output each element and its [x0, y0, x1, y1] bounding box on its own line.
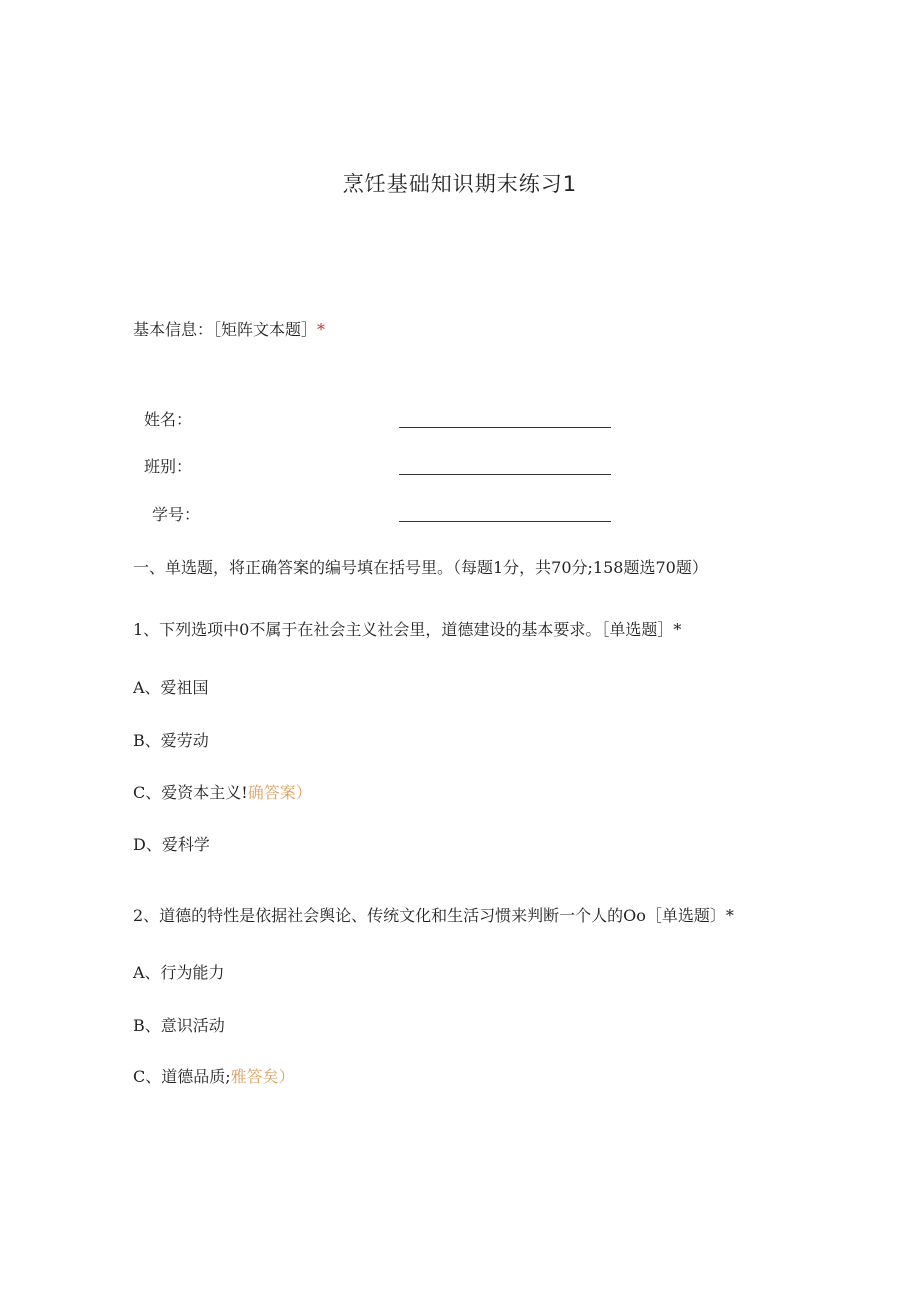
option-text: B、意识活动: [133, 1016, 225, 1035]
student-id-field-label: 学号：: [152, 505, 201, 524]
student-id-field-blank[interactable]: [399, 521, 611, 522]
option-text: C、爱资本主义!: [133, 783, 248, 802]
name-field-label: 姓名：: [144, 410, 193, 429]
class-field-label: 班别：: [144, 457, 193, 476]
option-text: D、爱科学: [133, 835, 210, 854]
question-2-prompt: 2、道德的特性是依据社会舆论、传统文化和生活习惯来判断一个人的Oo［单选题〕*: [133, 906, 734, 925]
required-star: *: [317, 320, 326, 339]
basic-info-heading: [133, 320, 325, 340]
question-2-option-c[interactable]: [133, 1067, 295, 1087]
question-1-prompt: 1、下列选项中0不属于在社会主义社会里，道德建设的基本要求。［单选题］*: [133, 620, 682, 639]
question-1-option-d[interactable]: [133, 835, 210, 855]
basic-info-label: 基本信息：［矩阵文本题］: [133, 320, 318, 339]
option-text: B、爱劳动: [133, 731, 209, 750]
name-field-blank[interactable]: [399, 427, 611, 428]
correct-answer-tag: 确答案）: [247, 783, 312, 802]
option-text: A、行为能力: [133, 963, 225, 982]
question-2-option-a[interactable]: [133, 963, 225, 983]
option-text: C、道德品质;: [133, 1067, 231, 1086]
question-1-option-c[interactable]: [133, 783, 312, 803]
section-heading: 一、单选题，将正确答案的编号填在括号里。（每题1分，共70分;158题选70题）: [133, 558, 708, 577]
page-title: 烹饪基础知识期末练习1: [342, 172, 578, 196]
correct-answer-tag: 雅答矣）: [230, 1067, 295, 1086]
class-field-blank[interactable]: [399, 474, 611, 475]
question-1-option-b[interactable]: [133, 731, 209, 751]
question-2-option-b[interactable]: [133, 1016, 225, 1036]
option-text: A、爱祖国: [133, 678, 209, 697]
question-1-option-a[interactable]: [133, 678, 209, 698]
